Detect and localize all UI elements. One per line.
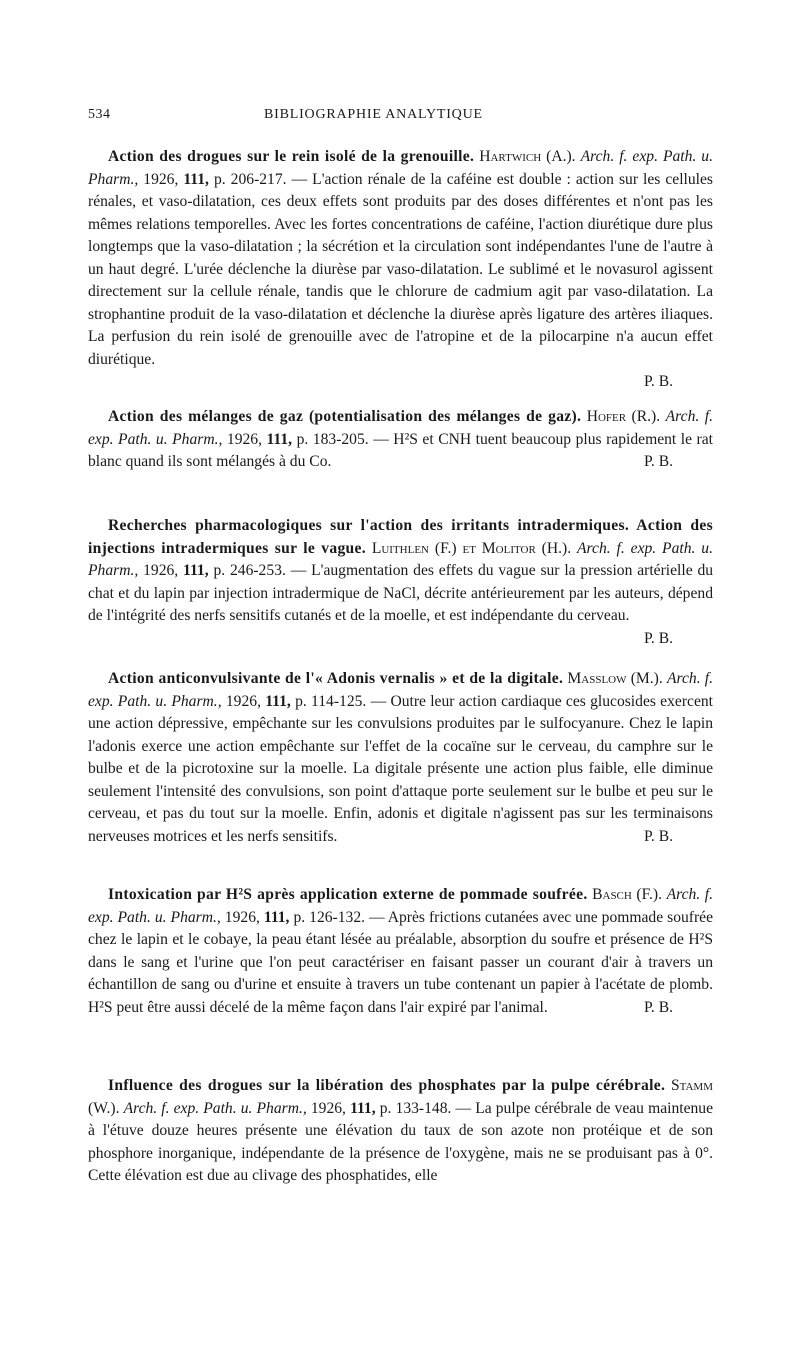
page-header [88,107,713,129]
article-journal: Arch. f. exp. Path. u. Pharm., [88,539,713,579]
article-journal: Arch. f. exp. Path. u. Pharm., [123,1099,307,1117]
article-adonis-digitale [88,668,713,848]
article-intradermal-irritants [88,515,713,650]
article-caffeine-kidney [88,146,713,394]
article-year: 1926, [143,562,179,579]
article-authors: Luithlen (F.) et Molitor (H.). [371,539,572,557]
article-year: 1926, [224,908,260,926]
article-title: Influence des drogues sur la libération des phosphates par la pulpe cérébrale. [108,1077,666,1094]
article-gas-mixtures [88,406,713,474]
article-year: 1926, [143,170,179,188]
article-year: 1926, [225,692,261,710]
article-body: — La pulpe cérébrale de veau maintenue à l'étuve douze heures présente une élévation du taux de son azote non protéique et de son phosphore inorganique, indépendante de la présence de l'oxygène, mais ne se produisant pas à 0°. Cette élévation est due au clivage des phosphatides, elle [88,1099,714,1184]
article-signature: P. B. [643,373,673,390]
article-title: Intoxication par H²S après application externe de pommade soufrée. [108,886,588,903]
article-signature: P. B. [643,629,673,647]
article-volume: 111, [265,692,291,710]
article-journal: Arch. f. exp. Path. u. Pharm., [88,670,714,710]
article-volume: 111, [266,430,293,448]
article-year: 1926, [226,430,262,448]
article-authors: Basch (F.). [592,886,663,903]
article-volume: 111, [263,908,290,926]
article-title: Action anticonvulsivante de l'« Adonis vernalis » et de la digitale. [108,670,564,687]
article-pages: p. 183-205. [296,430,369,448]
article-authors: Stamm (W.). [88,1077,713,1117]
article-body: — H²S et CNH tuent beaucoup plus rapidement le rat blanc quand ils sont mélangés à du Co. [88,430,713,470]
article-authors: Hartwich (A.). [479,148,576,165]
article-body: — L'action rénale de la caféine est double : action sur les cellules rénales, et vaso-dilatation, ces deux effets sont produits par des doses différentes et n'ont pas les mêmes relations temporelles. Avec les fortes concentrations de caféine, l'action diurétique dure plus longtemps que la vaso-dilatation ; la sécrétion et la circulation sont indépendantes l'une de l'autre à un haut degré. L'urée déclenche la diurèse par vaso-dilatation. Le sublimé et le novasurol agissent directement sur la cellule rénale, tandis que le chlorure de cadmium agit par vaso-dilatation. La strophantine produit de la vaso-dilatation et déclenche la diurèse après ligature des artères iliaques. La perfusion du rein isolé de grenouille avec de l'atropine et de la pilocarpine n'a aucun effet diurétique. [88,170,713,368]
article-pages: p. 126-132. [293,908,366,926]
article-signature: P. B. [643,827,673,845]
article-body: — Après frictions cutanées avec une pommade soufrée chez le lapin et le cobaye, la peau étant lésée au préalable, absorption du soufre et présence de H²S dans le sang et l'urine que l'on peut caractériser en faisant passer un courant d'air à travers un échantillon de sang ou d'urine et ensuite à travers un tube contenant un papier à l'acétate de plomb. H²S peut être aussi décelé de la même façon dans l'air expiré par l'animal. [88,908,714,1016]
article-volume: 111, [183,562,209,579]
article-pages: p. 133-148. [379,1099,452,1117]
article-title: Action des mélanges de gaz (potentialisation des mélanges de gaz). [108,408,582,425]
article-phosphates-brain-pulp [88,1075,713,1188]
article-pages: p. 206-217. [213,170,287,188]
article-pages: p. 246-253. [213,562,286,579]
page-number: 534 [88,107,111,122]
article-volume: 111, [350,1099,376,1117]
article-journal: Arch. f. exp. Path. u. Pharm., [88,408,713,448]
article-body: — Outre leur action cardiaque ces glucosides exercent une action dépressive, empêchante sur les convulsions produites par le sulfocyanure. Chez le lapin l'adonis exerce une action empêchante sur l'effet de la cocaïne sur le cerveau, du camphre sur le bulbe et de la picrotoxine sur la moelle. La digitale présente une action plus faible, elle diminue seulement l'intensité des convulsions, son point d'attaque porte seulement sur le bulbe et peu sur le cerveau, et pas du tout sur la moelle. Enfin, adonis et digitale n'agissent pas sur les terminaisons nerveuses motrices et les nerfs sensitifs. [88,692,713,845]
running-title: BIBLIOGRAPHIE ANALYTIQUE [264,107,483,122]
article-authors: Masslow (M.). [567,670,663,687]
article-journal: Arch. f. exp. Path. u. Pharm., [88,148,714,188]
article-title: Action des drogues sur le rein isolé de la grenouille. [108,148,475,165]
article-journal: Arch. f. exp. Path. u. Pharm., [88,886,714,926]
article-body: — L'augmentation des effets du vague sur la pression artérielle du chat et du lapin par injection intradermique de NaCl, décrite antérieurement par les auteurs, dépend de l'intégrité des nerfs sensitifs cutanés et de la moelle, et est indépendante du cerveau. [88,562,714,624]
article-signature: P. B. [643,998,673,1016]
article-year: 1926, [310,1099,346,1117]
article-volume: 111, [183,170,209,188]
article-authors: Hofer (R.). [586,408,661,425]
article-signature: P. B. [643,453,673,470]
article-pages: p. 114-125. [295,692,367,710]
article-h2s-intoxication [88,884,713,1019]
article-title: Recherches pharmacologiques sur l'action des irritants intradermiques. Action des injections intradermiques sur le vague. [88,517,713,557]
